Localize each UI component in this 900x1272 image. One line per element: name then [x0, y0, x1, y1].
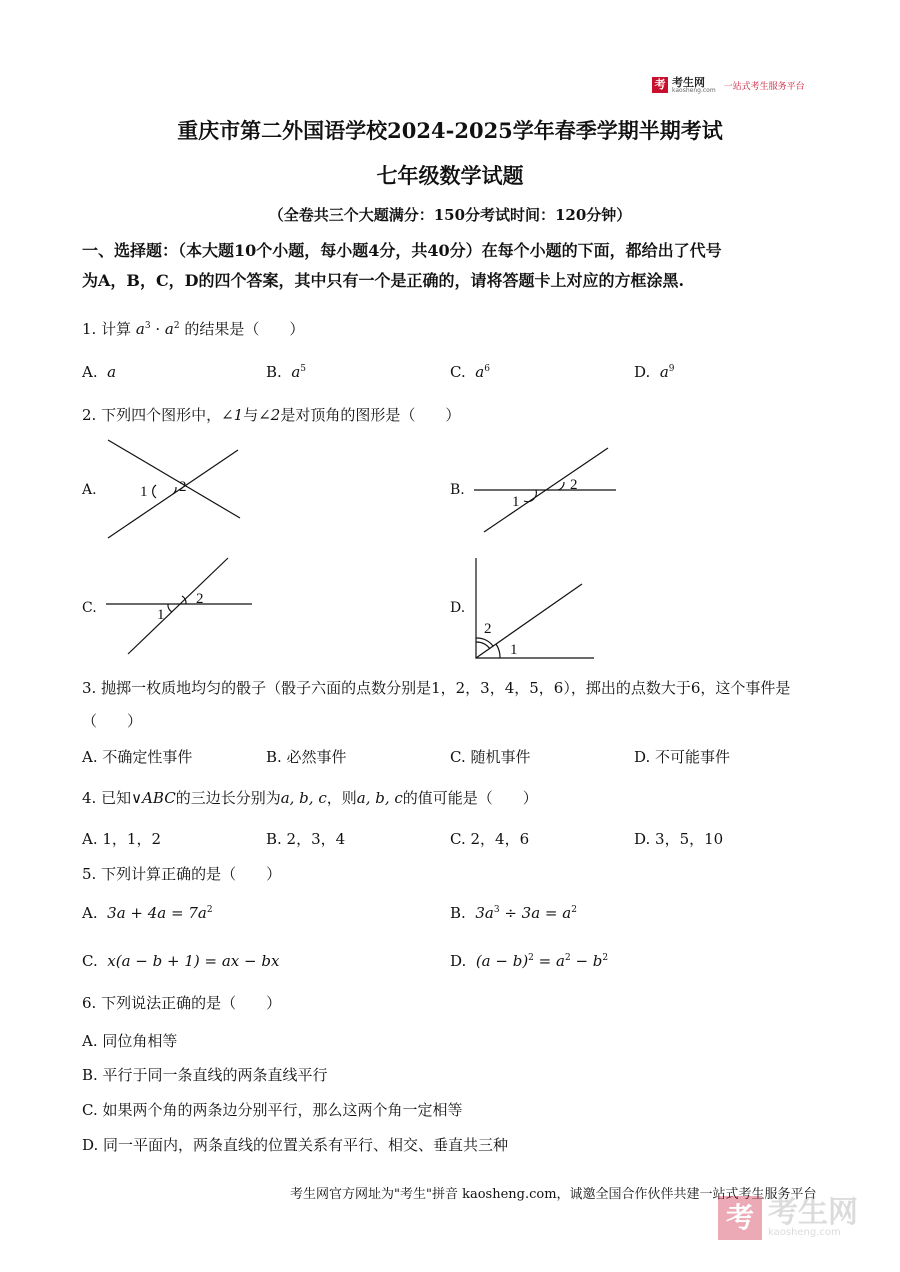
- watermark-domain: kaosheng.com: [768, 1227, 841, 1238]
- option-expr: 3a: [475, 904, 494, 922]
- option-expr: = a: [533, 952, 565, 970]
- option-exp: 5: [300, 364, 307, 374]
- option-label: D.: [450, 952, 467, 970]
- q3-option-a[interactable]: A. 不确定性事件: [82, 748, 193, 766]
- angle-1-label: 1: [157, 607, 165, 623]
- q2-text-b: 是对顶角的图形是（ ）: [280, 406, 461, 424]
- q6-option-b[interactable]: B. 平行于同一条直线的两条直线平行: [82, 1066, 328, 1084]
- watermark-name: 考生网: [768, 1195, 858, 1230]
- q6-option-d[interactable]: D. 同一平面内，两条直线的位置关系有平行、相交、垂直共三种: [82, 1136, 509, 1154]
- q5-option-a[interactable]: [82, 904, 213, 922]
- option-label: C.: [450, 363, 466, 381]
- option-exp: 9: [668, 364, 675, 374]
- angle-1-label: 1: [512, 494, 520, 510]
- q2-figure-d: [470, 556, 600, 662]
- q1-prefix: 1. 计算: [82, 320, 132, 338]
- line: [128, 558, 228, 654]
- logo-mark: 考: [652, 77, 668, 93]
- q2-figure-a: [100, 438, 250, 544]
- option-label: A.: [82, 904, 98, 922]
- option-base: a: [475, 363, 485, 381]
- option-expr: ÷ 3a = a: [499, 904, 572, 922]
- q1-option-a[interactable]: [82, 363, 116, 381]
- exam-info: （全卷共三个大题满分：150分考试时间：120分钟）: [268, 206, 632, 224]
- option-expr: (a − b): [475, 952, 529, 970]
- line: [476, 558, 594, 658]
- option-expr: − b: [570, 952, 603, 970]
- logo-slogan: 一站式考生服务平台: [723, 81, 805, 92]
- watermark-logo: [718, 1196, 858, 1240]
- q4-vars1: a, b, c: [280, 789, 327, 807]
- option-base: a: [107, 363, 117, 381]
- q1-base2: a: [164, 320, 174, 338]
- q2-stem: [82, 404, 460, 425]
- option-exp: 2: [564, 953, 571, 963]
- q4-mid: 的三边长分别为: [175, 789, 281, 807]
- q3-option-d[interactable]: D. 不可能事件: [634, 748, 731, 766]
- section1-line2: 为A，B，C，D的四个答案，其中只有一个是正确的，请将答题卡上对应的方框涂黑.: [82, 271, 685, 290]
- q2-fig-b-label[interactable]: B.: [450, 482, 465, 498]
- q5-option-c[interactable]: [82, 952, 279, 970]
- q1-suffix: 的结果是（ ）: [184, 320, 305, 338]
- line: [108, 440, 240, 518]
- line: [476, 584, 582, 658]
- grade-title: 七年级数学试题: [376, 163, 524, 188]
- q1-option-c[interactable]: [450, 363, 490, 381]
- angle-arc: [558, 482, 564, 490]
- option-exp: 2: [602, 953, 609, 963]
- q3-bracket: （ ）: [82, 712, 143, 730]
- option-expr: 3a + 4a = 7a: [107, 904, 207, 922]
- q4-suffix: 的值可能是（ ）: [402, 789, 538, 807]
- angle-arc: [476, 642, 490, 649]
- q1-option-b[interactable]: [266, 363, 306, 381]
- q2-text-a: 2. 下列四个图形中，: [82, 406, 222, 424]
- option-exp: 2: [528, 953, 534, 963]
- angle-2-label: 2: [196, 591, 204, 607]
- q4-mid2: ，则: [326, 789, 357, 807]
- option-label: A.: [82, 363, 98, 381]
- angle-arc: [524, 490, 536, 502]
- q2-fig-a-label[interactable]: A.: [82, 482, 97, 498]
- angle-arc: [153, 485, 156, 498]
- footer-text: 考生网官方网址为"考生"拼音 kaosheng.com，诚邀全国合作伙伴共建一站式考生服务平台: [290, 1187, 817, 1202]
- q5-option-b[interactable]: [450, 904, 577, 922]
- logo-domain: kaosheng.com: [672, 86, 716, 94]
- q6-stem: 6. 下列说法正确的是（ ）: [82, 994, 282, 1012]
- q6-option-c[interactable]: C. 如果两个角的两条边分别平行，那么这两个角一定相等: [82, 1101, 463, 1119]
- angle-2-label: 2: [484, 621, 492, 637]
- option-exp: 6: [484, 364, 490, 374]
- option-label: B.: [266, 363, 282, 381]
- q1-exp1: 3: [144, 321, 151, 331]
- option-exp: 3: [493, 905, 500, 915]
- logo-name: 考生网: [672, 75, 705, 89]
- q1-option-d[interactable]: [634, 363, 675, 381]
- option-exp: 2: [206, 905, 213, 915]
- option-base: a: [291, 363, 301, 381]
- q4-triangle: ∨ABC: [131, 789, 176, 807]
- angle-arc: [168, 604, 172, 612]
- q4-vars2: a, b, c: [356, 789, 403, 807]
- q4-option-b[interactable]: B. 2，3，4: [266, 830, 346, 848]
- q2-mid: 与: [243, 406, 259, 424]
- q3-option-b[interactable]: B. 必然事件: [266, 748, 347, 766]
- option-exp: 2: [571, 905, 577, 915]
- option-expr: x(a − b + 1) = ax − bx: [107, 952, 280, 970]
- q2-figure-b: [470, 444, 620, 536]
- q2-angle1: ∠1: [221, 406, 244, 424]
- q1-base1: a: [135, 320, 145, 338]
- q1-exp2: 2: [173, 321, 180, 331]
- q6-option-a[interactable]: A. 同位角相等: [82, 1032, 178, 1050]
- option-label: D.: [634, 363, 651, 381]
- q2-angle2: ∠2: [258, 406, 281, 424]
- angle-2-label: 2: [570, 477, 578, 493]
- angle-1-label: 1: [510, 642, 518, 658]
- q4-option-a[interactable]: A. 1，1，2: [82, 830, 161, 848]
- q3-option-c[interactable]: C. 随机事件: [450, 748, 531, 766]
- q4-prefix: 4. 已知: [82, 789, 132, 807]
- q4-stem: [82, 787, 538, 808]
- watermark-text: [768, 1195, 858, 1238]
- option-label: B.: [450, 904, 466, 922]
- q5-stem: 5. 下列计算正确的是（ ）: [82, 865, 282, 883]
- option-base: a: [659, 363, 669, 381]
- angle-2-label: 2: [179, 479, 187, 495]
- q1-stem: [82, 318, 304, 339]
- logo-text: [672, 77, 716, 94]
- q4-option-c[interactable]: C. 2，4，6: [450, 830, 530, 848]
- q5-option-d[interactable]: [450, 952, 608, 970]
- q2-figure-c: [100, 556, 260, 658]
- angle-arc: [496, 644, 500, 658]
- q4-option-d[interactable]: D. 3，5，10: [634, 830, 724, 848]
- option-label: C.: [82, 952, 98, 970]
- exam-title: 重庆市第二外国语学校2024-2025学年春季学期半期考试: [177, 118, 723, 143]
- section1-line1: 一、选择题：（本大题10个小题，每小题4分，共40分）在每个小题的下面，都给出了代号: [82, 241, 722, 260]
- angle-1-label: 1: [140, 484, 148, 500]
- q1-dot: ·: [155, 320, 161, 338]
- brand-logo: [652, 74, 822, 96]
- q2-fig-c-label[interactable]: C.: [82, 600, 97, 616]
- q2-fig-d-label[interactable]: D.: [450, 600, 466, 616]
- q3-stem: 3. 抛掷一枚质地均匀的骰子（骰子六面的点数分别是1，2，3，4，5，6），掷出的点数大于6，这个事件是: [82, 679, 791, 697]
- watermark-mark: 考: [718, 1196, 762, 1240]
